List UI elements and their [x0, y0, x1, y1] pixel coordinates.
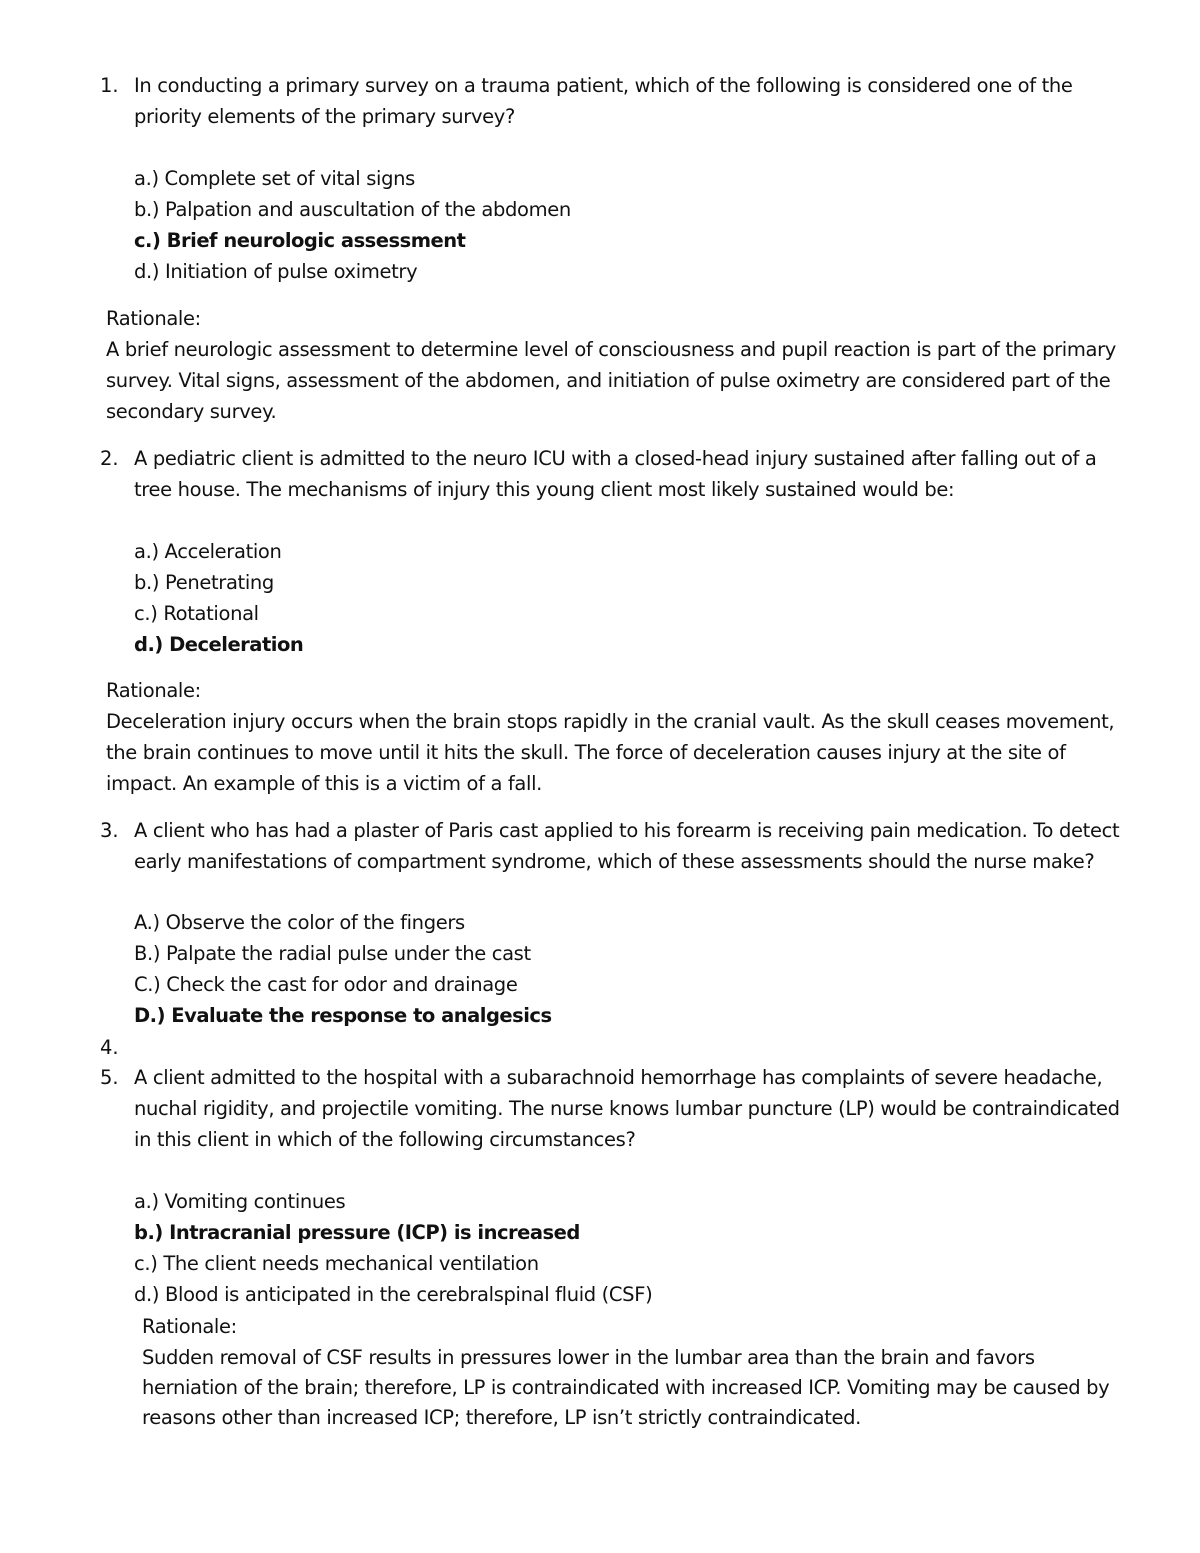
option-b: b.) Palpation and auscultation of the abdomen	[134, 198, 571, 221]
question-number: 4.	[100, 1036, 119, 1059]
question-stem-line: tree house. The mechanisms of injury this young client most likely sustained would be:	[134, 478, 955, 501]
rationale-line: survey. Vital signs, assessment of the abdomen, and initiation of pulse oximetry are considered part of the	[106, 369, 1111, 392]
option-d: d.) Initiation of pulse oximetry	[134, 260, 418, 283]
option-a: A.) Observe the color of the fingers	[134, 911, 465, 934]
rationale-label: Rationale:	[142, 1315, 237, 1338]
option-b-correct: b.) Intracranial pressure (ICP) is increased	[134, 1221, 580, 1244]
rationale-line: reasons other than increased ICP; therefore, LP isn’t strictly contraindicated.	[142, 1406, 862, 1429]
question-stem-line: early manifestations of compartment syndrome, which of these assessments should the nurse make?	[134, 850, 1095, 873]
option-a: a.) Complete set of vital signs	[134, 167, 415, 190]
rationale-line: impact. An example of this is a victim of a fall.	[106, 772, 543, 795]
question-stem-line: A pediatric client is admitted to the neuro ICU with a closed-head injury sustained after falling out of a	[134, 447, 1097, 470]
question-stem-line: A client admitted to the hospital with a subarachnoid hemorrhage has complaints of severe headache,	[134, 1066, 1103, 1089]
option-a: a.) Vomiting continues	[134, 1190, 346, 1213]
rationale-line: A brief neurologic assessment to determine level of consciousness and pupil reaction is part of the primary	[106, 338, 1116, 361]
option-d-correct: D.) Evaluate the response to analgesics	[134, 1004, 552, 1027]
option-c-correct: c.) Brief neurologic assessment	[134, 229, 466, 252]
question-stem-line: priority elements of the primary survey?	[134, 105, 515, 128]
rationale-line: secondary survey.	[106, 400, 277, 423]
option-a: a.) Acceleration	[134, 540, 282, 563]
question-stem-line: A client who has had a plaster of Paris cast applied to his forearm is receiving pain medication. To detect	[134, 819, 1120, 842]
option-d-correct: d.) Deceleration	[134, 633, 304, 656]
option-c: C.) Check the cast for odor and drainage	[134, 973, 518, 996]
option-b: b.) Penetrating	[134, 571, 274, 594]
option-c: c.) Rotational	[134, 602, 259, 625]
option-c: c.) The client needs mechanical ventilation	[134, 1252, 539, 1275]
rationale-label: Rationale:	[106, 679, 201, 702]
question-number: 2.	[100, 447, 119, 470]
question-number: 1.	[100, 74, 119, 97]
rationale-line: Sudden removal of CSF results in pressures lower in the lumbar area than the brain and favors	[142, 1346, 1035, 1369]
question-stem-line: nuchal rigidity, and projectile vomiting. The nurse knows lumbar puncture (LP) would be contraindicated	[134, 1097, 1120, 1120]
option-d: d.) Blood is anticipated in the cerebralspinal fluid (CSF)	[134, 1283, 653, 1306]
rationale-label: Rationale:	[106, 307, 201, 330]
rationale-line: the brain continues to move until it hits the skull. The force of deceleration causes injury at the site of	[106, 741, 1066, 764]
question-number: 3.	[100, 819, 119, 842]
question-stem-line: In conducting a primary survey on a trauma patient, which of the following is considered one of the	[134, 74, 1073, 97]
rationale-line: herniation of the brain; therefore, LP is contraindicated with increased ICP. Vomiting may be caused by	[142, 1376, 1110, 1399]
question-number: 5.	[100, 1066, 119, 1089]
rationale-line: Deceleration injury occurs when the brain stops rapidly in the cranial vault. As the skull ceases movement,	[106, 710, 1115, 733]
option-b: B.) Palpate the radial pulse under the cast	[134, 942, 531, 965]
question-stem-line: in this client in which of the following circumstances?	[134, 1128, 636, 1151]
